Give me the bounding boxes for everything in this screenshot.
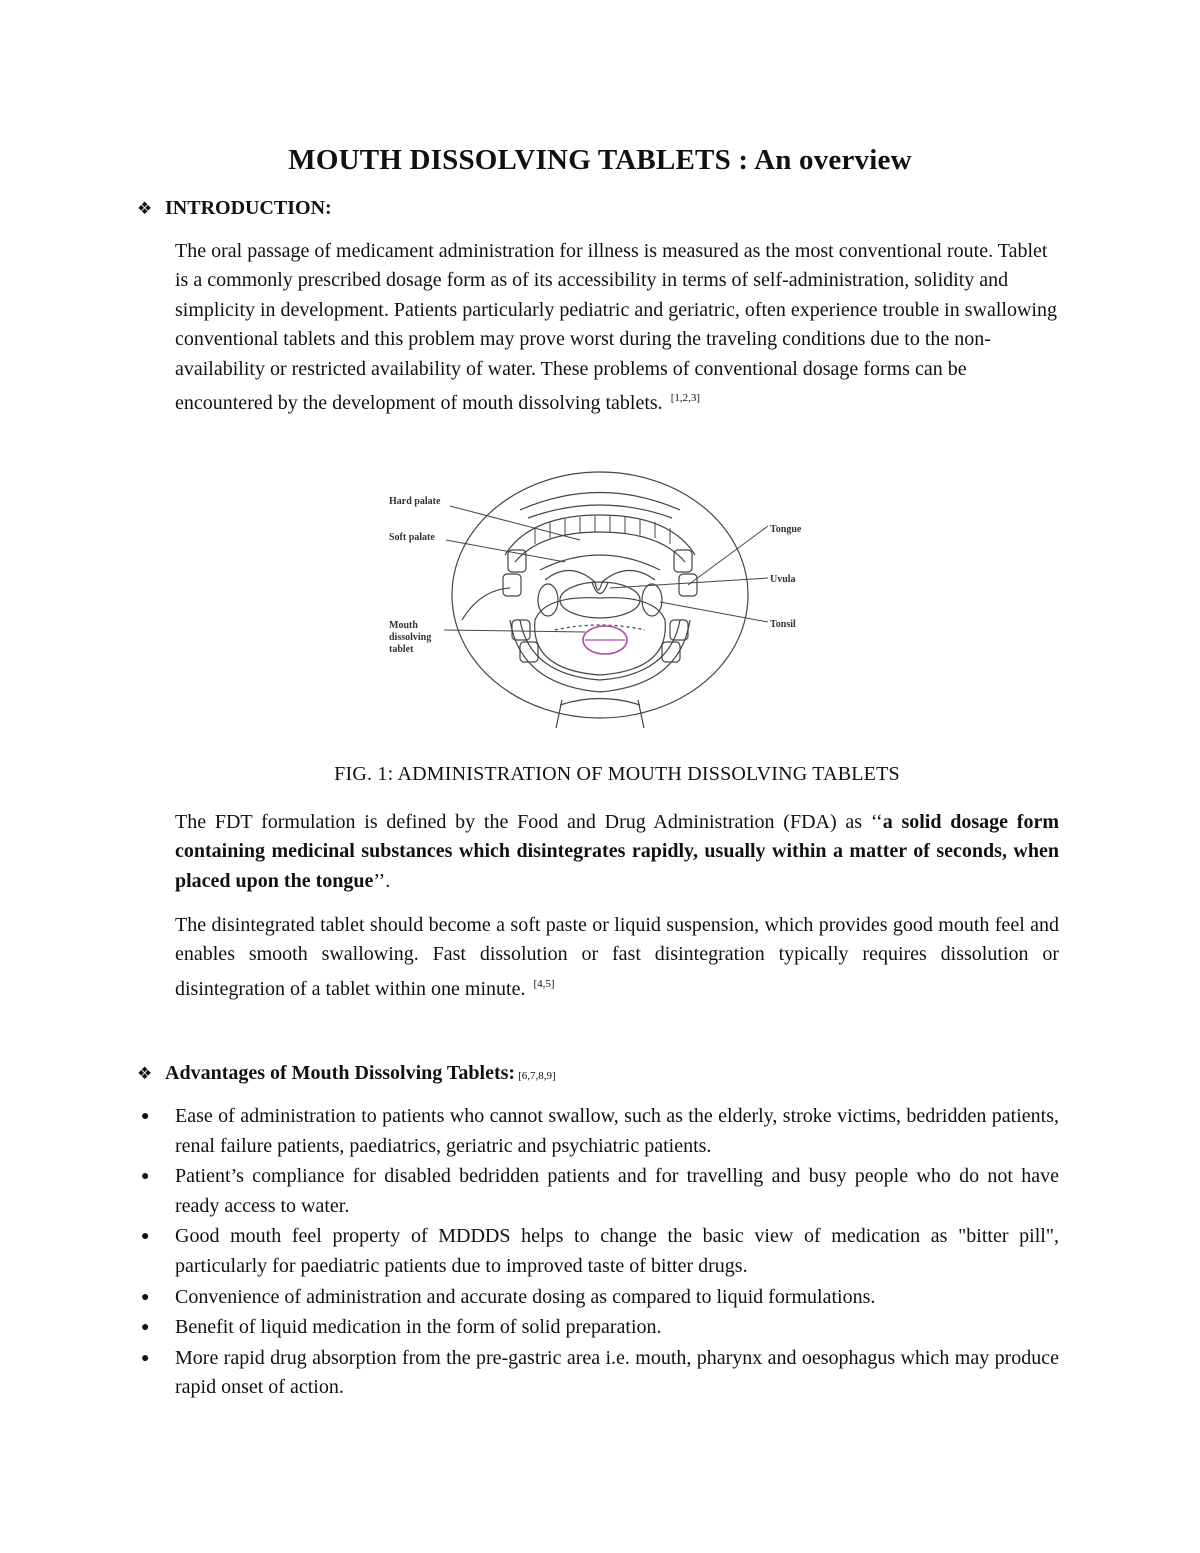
disintegration-text: The disintegrated tablet should become a soft paste or liquid suspension, which provides good mouth feel and enables smooth swallowing. Fast dissolution or fast disintegration typically requires dissolution or disintegration of a tablet within one minute.: [175, 914, 1059, 1000]
advantages-heading: [137, 1062, 556, 1085]
list-item-text: Convenience of administration and accurate dosing as compared to liquid formulations.: [175, 1285, 876, 1308]
list-item-text: Ease of administration to patients who cannot swallow, such as the elderly, stroke victims, bedridden patients, renal failure patients, paediatrics, geriatric and psychiatric patients.: [175, 1105, 1059, 1157]
bullet-icon: ●: [141, 1229, 150, 1245]
fdt-close-quote: ’’.: [373, 869, 391, 892]
diamond-bullet-icon: ❖: [137, 199, 153, 218]
list-item: [137, 1344, 1059, 1403]
list-item-text: Patient’s compliance for disabled bedridden patients and for travelling and busy people who do not have ready access to water.: [175, 1165, 1059, 1217]
list-item: [137, 1313, 1059, 1343]
fdt-bold-definition: a solid dosage form containing medicinal substances which disintegrates rapidly, usually within a matter of seconds, when placed upon the tongue: [175, 811, 1060, 892]
disintegration-reference: [4,5]: [533, 977, 555, 990]
advantages-reference: [6,7,8,9]: [518, 1070, 556, 1082]
label-mouth-dissolving-tablet-2: dissolving: [389, 632, 432, 643]
list-item-text: Good mouth feel property of MDDDS helps to change the basic view of medication as "bitter pill", particularly for paediatric patients due to improved taste of bitter drugs.: [175, 1225, 1059, 1277]
list-item: [137, 1162, 1059, 1221]
list-item: [137, 1222, 1059, 1281]
page-title: MOUTH DISSOLVING TABLETS : An overview: [288, 144, 912, 176]
label-uvula: Uvula: [770, 574, 796, 585]
bullet-icon: ●: [141, 1320, 150, 1336]
bullet-icon: ●: [141, 1350, 150, 1366]
fdt-open-quote: ‘‘: [870, 811, 883, 833]
introduction-heading: [137, 197, 332, 220]
list-item: [137, 1283, 1059, 1313]
bullet-icon: ●: [141, 1169, 150, 1185]
introduction-paragraph: [175, 237, 1059, 418]
fdt-text: The FDT formulation is defined by the Food and Drug Administration (FDA) as: [175, 811, 871, 833]
disintegration-paragraph: [175, 911, 1059, 1004]
advantages-list: [137, 1102, 1059, 1404]
mouth-diagram-svg: [370, 470, 830, 730]
list-item: [137, 1102, 1059, 1161]
label-hard-palate: Hard palate: [389, 496, 441, 507]
introduction-heading-text: INTRODUCTION:: [165, 197, 332, 219]
label-tonsil: Tonsil: [770, 619, 796, 630]
label-mouth-dissolving-tablet-3: tablet: [389, 644, 414, 655]
list-item-text: More rapid drug absorption from the pre-gastric area i.e. mouth, pharynx and oesophagus which may produce rapid onset of action.: [175, 1346, 1059, 1399]
introduction-reference: [1,2,3]: [670, 392, 701, 405]
label-mouth-dissolving-tablet-1: Mouth: [389, 620, 418, 631]
fdt-definition-paragraph: [175, 808, 1059, 896]
advantages-heading-text: Advantages of Mouth Dissolving Tablets:: [165, 1062, 516, 1084]
label-soft-palate: Soft palate: [389, 532, 435, 543]
list-item-text: Benefit of liquid medication in the form of solid preparation.: [175, 1316, 662, 1339]
label-tongue: Tongue: [770, 524, 802, 535]
figure-caption: FIG. 1: ADMINISTRATION OF MOUTH DISSOLVING TABLETS: [334, 763, 900, 785]
diamond-bullet-icon: ❖: [137, 1064, 153, 1083]
bullet-icon: ●: [141, 1109, 150, 1124]
introduction-text: The oral passage of medicament administration for illness is measured as the most conventional route. Tablet is a commonly prescribed dosage form as of its accessibility in terms of self-administration, solidity and simplicity in development. Patients particularly pediatric and geriatric, often experience trouble in swallowing conventional tablets and this problem may prove worst during the traveling conditions due to the non-availability or restricted availability of water. These problems of conventional dosage forms can be encountered by the development of mouth dissolving tablets.: [175, 240, 1057, 415]
mouth-anatomy-figure: [370, 470, 830, 730]
bullet-icon: ●: [141, 1289, 150, 1305]
